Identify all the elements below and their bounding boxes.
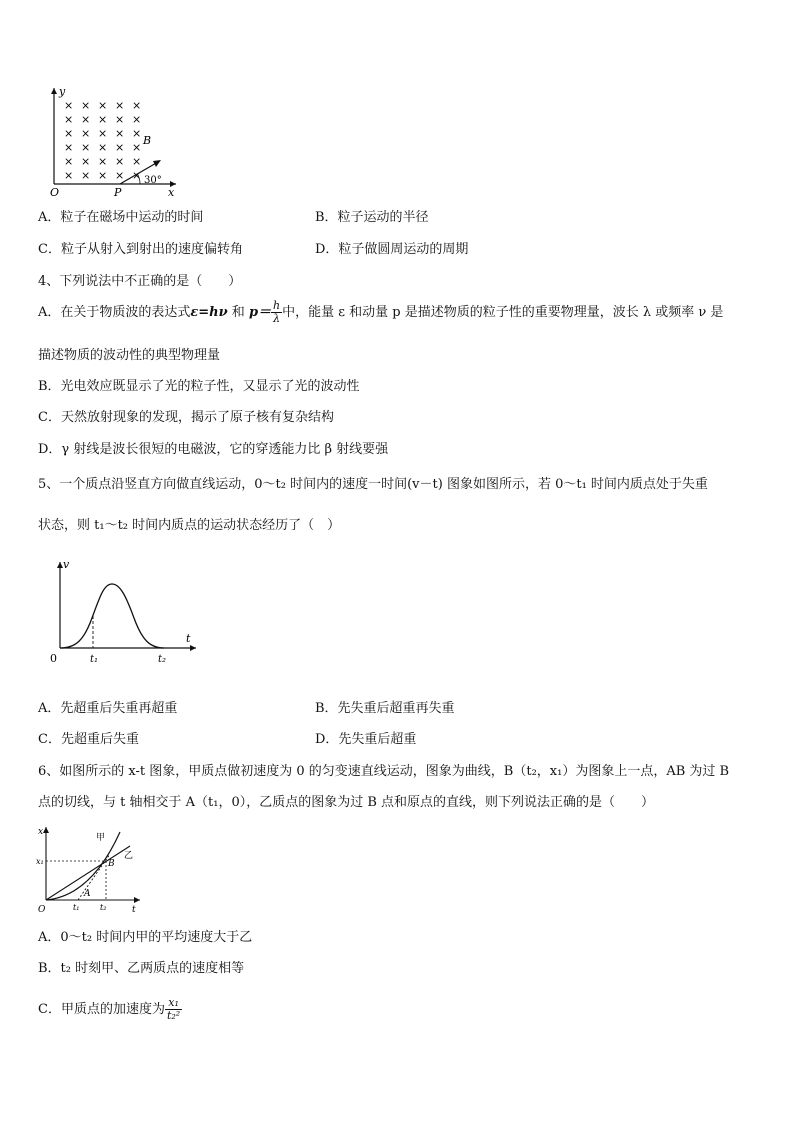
q6-option-a[interactable]: A．0～t₂ 时间内甲的平均速度大于乙	[38, 930, 253, 945]
q6-option-c-text: C．甲质点的加速度为	[38, 1002, 165, 1017]
q3-option-c[interactable]: C．粒子从射入到射出的速度偏转角	[38, 242, 243, 257]
field-cross-icon: ×	[132, 169, 142, 182]
field-cross-icon: ×	[132, 127, 142, 140]
field-cross-icon: ×	[132, 113, 142, 126]
q3-option-d[interactable]: D．粒子做圆周运动的周期	[315, 242, 469, 257]
q4-option-a-text2: 中，能量 ε 和动量 p 是描述物质的粒子性的重要物理量，波长 λ 或频率 ν 是	[282, 305, 724, 320]
axis-y-label: y	[59, 85, 66, 98]
q4-eq-momentum: p＝	[248, 305, 272, 320]
field-cross-icon: ×	[64, 113, 74, 126]
t1-label: t₁	[73, 903, 80, 912]
fraction-den: t₂²	[166, 1009, 181, 1022]
field-cross-icon: ×	[81, 113, 91, 126]
field-cross-icon: ×	[98, 113, 108, 126]
field-cross-icon: ×	[115, 99, 125, 112]
velocity-curve	[60, 584, 164, 648]
field-cross-icon: ×	[98, 127, 108, 140]
angle-label: 30°	[144, 175, 162, 186]
q4-option-c[interactable]: C．天然放射现象的发现，揭示了原子核有复杂结构	[38, 410, 334, 425]
q4-option-b[interactable]: B．光电效应既显示了光的粒子性，又显示了光的波动性	[38, 379, 360, 394]
point-p-label: P	[114, 186, 122, 199]
q6-stem-line2: 点的切线，与 t 轴相交于 A（t₁，0），乙质点的图象为过 B 点和原点的直线，则下列说法正确的是（ ）	[38, 795, 655, 810]
origin-label: O	[50, 186, 60, 199]
field-cross-icon: ×	[132, 141, 142, 154]
field-cross-icon: ×	[98, 141, 108, 154]
field-cross-icon: ×	[64, 127, 74, 140]
q6-option-b[interactable]: B．t₂ 时刻甲、乙两质点的速度相等	[38, 961, 245, 976]
origin-label: 0	[50, 652, 57, 665]
q4-stem: 4、下列说法中不正确的是（ ）	[38, 274, 242, 289]
point-b-label: B	[108, 859, 115, 869]
q4-and: 和	[227, 305, 249, 320]
axis-x-label: x	[38, 827, 44, 837]
velocity-time-figure	[42, 556, 202, 668]
q5-option-c[interactable]: C．先超重后失重	[38, 732, 139, 747]
field-cross-icon: ×	[115, 141, 125, 154]
q4-fraction-den: λ	[273, 312, 281, 325]
axis-t-label: t	[132, 905, 136, 915]
t2-label: t₂	[158, 654, 167, 665]
field-cross-icon: ×	[64, 169, 74, 182]
q4-option-d[interactable]: D．γ 射线是波长很短的电磁波，它的穿透能力比 β 射线要强	[38, 442, 389, 457]
field-cross-icon: ×	[132, 99, 142, 112]
q4-eq-energy: ε=hν	[190, 305, 228, 320]
q6-option-c[interactable]	[38, 997, 182, 1022]
q5-option-a[interactable]: A．先超重后失重再超重	[38, 701, 178, 716]
field-cross-icon: ×	[81, 155, 91, 168]
field-cross-icon: ×	[115, 127, 125, 140]
field-cross-icon: ×	[115, 113, 125, 126]
field-cross-icon: ×	[64, 99, 74, 112]
fraction-num: x₁	[165, 997, 182, 1010]
q6-stem-line1: 6、如图所示的 x-t 图象，甲质点做初速度为 0 的匀变速直线运动，图象为曲线，B（t₂，x₁）为图象上一点，AB 为过 B	[38, 764, 730, 779]
curve-jia-label: 甲	[96, 833, 106, 843]
field-cross-icon: ×	[81, 99, 91, 112]
q4-option-a[interactable]	[38, 300, 723, 325]
q5-stem-line1: 5、一个质点沿竖直方向做直线运动，0～t₂ 时间内的速度一时间(v－t) 图象如图所示，若 0～t₁ 时间内质点处于失重	[38, 477, 708, 492]
field-cross-icon: ×	[81, 141, 91, 154]
field-cross-icon: ×	[98, 169, 108, 182]
q4-option-a-line2: 描述物质的波动性的典型物理量	[38, 348, 221, 363]
q4-option-a-text1: A．在关于物质波的表达式	[38, 305, 191, 320]
q4-fraction-num: h	[273, 299, 281, 312]
field-cross-icon: ×	[81, 169, 91, 182]
line-yi-label: 乙	[124, 851, 134, 861]
q4-fraction	[271, 300, 282, 325]
displacement-time-figure	[36, 824, 146, 916]
field-crosses	[64, 99, 141, 182]
axis-v-label: v	[63, 558, 70, 571]
field-cross-icon: ×	[98, 99, 108, 112]
field-cross-icon: ×	[132, 155, 142, 168]
t1-label: t₁	[90, 654, 99, 665]
point-b-label: B	[143, 134, 152, 147]
field-cross-icon: ×	[64, 155, 74, 168]
q5-stem-line2: 状态，则 t₁～t₂ 时间内质点的运动状态经历了（ ）	[38, 518, 341, 533]
q3-option-b[interactable]: B．粒子运动的半径	[315, 210, 429, 225]
field-cross-icon: ×	[115, 155, 125, 168]
field-cross-icon: ×	[98, 155, 108, 168]
q6-option-c-fraction	[165, 997, 182, 1022]
field-cross-icon: ×	[64, 141, 74, 154]
t2-label: t₂	[100, 903, 107, 912]
field-cross-icon: ×	[115, 169, 125, 182]
origin-label: O	[38, 905, 46, 915]
point-a-label: A	[84, 889, 91, 899]
axis-x-label: x	[168, 186, 175, 199]
q5-option-d[interactable]: D．先失重后超重	[315, 732, 417, 747]
magnetic-field-figure	[44, 84, 184, 200]
axis-t-label: t	[186, 632, 191, 645]
q5-option-b[interactable]: B．先失重后超重再失重	[315, 701, 455, 716]
x1-label: x₁	[36, 857, 44, 866]
q3-option-a[interactable]: A．粒子在磁场中运动的时间	[38, 210, 204, 225]
field-cross-icon: ×	[81, 127, 91, 140]
